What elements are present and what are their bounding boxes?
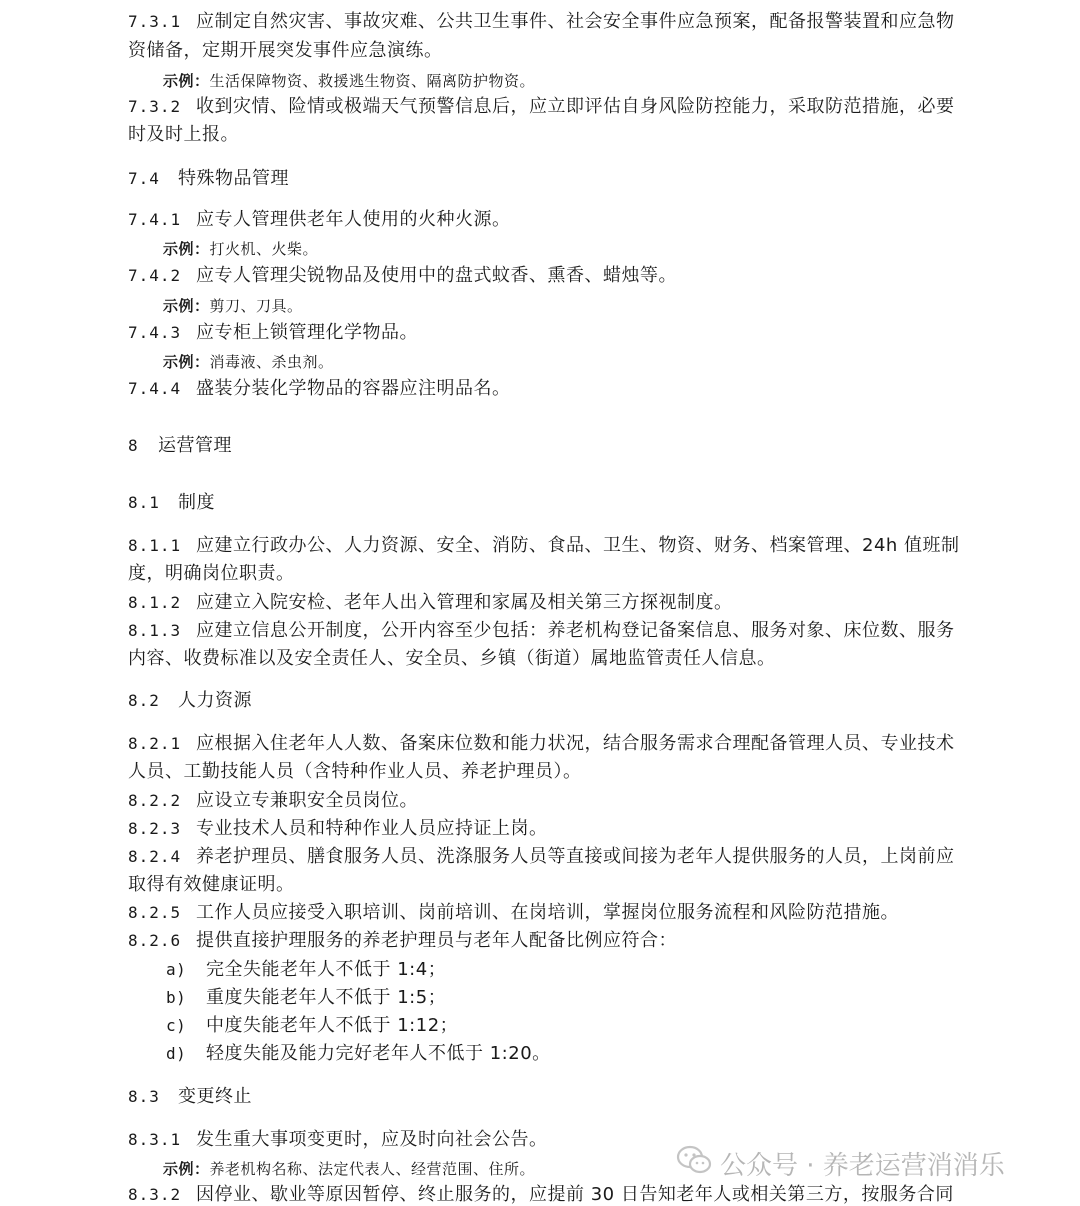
clause-8-2-1-continuation: 人员、工勤技能人员（含特种作业人员、养老护理员）。 bbox=[128, 761, 582, 782]
clause-text: 应建立入院安检、老年人出入管理和家属及相关第三方探视制度。 bbox=[196, 592, 733, 613]
clause-7-4-1 bbox=[128, 209, 511, 231]
example-text: 剪刀、刀具。 bbox=[209, 297, 303, 315]
clause-text: 因停业、歇业等原因暂停、终止服务的，应提前 30 日告知老年人或相关第三方，按服务合同 bbox=[196, 1184, 954, 1205]
clause-text: 养老护理员、膳食服务人员、洗涤服务人员等直接或间接为老年人提供服务的人员，上岗前应 bbox=[196, 846, 955, 867]
clause-number: 7.4.1 bbox=[128, 210, 182, 229]
clause-number: 7.4.3 bbox=[128, 323, 182, 342]
clause-number: 8.2.6 bbox=[128, 931, 182, 950]
example-label: 示例： bbox=[163, 353, 210, 371]
list-item-text: 轻度失能及能力完好老年人不低于 1:20。 bbox=[206, 1043, 551, 1064]
example-label: 示例： bbox=[163, 72, 210, 90]
clause-number: 7.3.1 bbox=[128, 12, 182, 31]
clause-text: 应专人管理供老年人使用的火种火源。 bbox=[196, 209, 511, 230]
clause-number: 8.1.2 bbox=[128, 593, 182, 612]
list-item-label: d) bbox=[166, 1044, 187, 1063]
clause-number: 8.2.4 bbox=[128, 847, 182, 866]
clause-number: 7.3.2 bbox=[128, 97, 182, 116]
list-item-label: b) bbox=[166, 988, 187, 1007]
example-8-3-1 bbox=[163, 1158, 535, 1180]
list-item bbox=[166, 959, 446, 981]
list-item-text: 中度失能老年人不低于 1:12； bbox=[206, 1015, 459, 1036]
clause-8-1-1-continuation: 度，明确岗位职责。 bbox=[128, 563, 295, 584]
clause-text: 应制定自然灾害、事故灾难、公共卫生事件、社会安全事件应急预案，配备报警装置和应急物 bbox=[196, 11, 955, 32]
example-label: 示例： bbox=[163, 297, 210, 315]
clause-text: 应建立信息公开制度，公开内容至少包括：养老机构登记备案信息、服务对象、床位数、服务 bbox=[196, 620, 955, 641]
section-heading-7-4 bbox=[128, 168, 289, 190]
clause-8-2-1 bbox=[128, 733, 955, 755]
clause-number: 8.2.2 bbox=[128, 791, 182, 810]
clause-number: 7.4.2 bbox=[128, 266, 182, 285]
clause-7-3-2-continuation: 时及时上报。 bbox=[128, 124, 239, 145]
list-item-text: 重度失能老年人不低于 1:5； bbox=[206, 987, 447, 1008]
section-title: 人力资源 bbox=[178, 690, 252, 711]
list-item-label: a) bbox=[166, 960, 187, 979]
example-text: 消毒液、杀虫剂。 bbox=[209, 353, 334, 371]
clause-7-3-1-continuation: 资储备，定期开展突发事件应急演练。 bbox=[128, 40, 443, 61]
example-7-4-2 bbox=[163, 295, 303, 317]
clause-8-2-2 bbox=[128, 790, 418, 812]
watermark-text: 公众号 · 养老运营消消乐 bbox=[720, 1150, 1005, 1181]
example-text: 打火机、火柴。 bbox=[209, 240, 319, 258]
list-item-text: 完全失能老年人不低于 1:4； bbox=[206, 959, 447, 980]
list-item bbox=[166, 1043, 551, 1065]
clause-text: 应根据入住老年人人数、备案床位数和能力状况，结合服务需求合理配备管理人员、专业技术 bbox=[196, 733, 955, 754]
clause-8-1-2 bbox=[128, 592, 733, 614]
clause-number: 8.2.1 bbox=[128, 734, 182, 753]
clause-text: 应建立行政办公、人力资源、安全、消防、食品、卫生、物资、财务、档案管理、24h 值班制 bbox=[196, 535, 960, 556]
clause-8-1-1 bbox=[128, 535, 960, 557]
example-7-3-1 bbox=[163, 70, 535, 92]
clause-text: 收到灾情、险情或极端天气预警信息后，应立即评估自身风险防控能力，采取防范措施，必要 bbox=[196, 96, 955, 117]
clause-text: 盛装分装化学物品的容器应注明品名。 bbox=[196, 378, 511, 399]
example-label: 示例： bbox=[163, 240, 210, 258]
clause-text: 应专人管理尖锐物品及使用中的盘式蚊香、熏香、蜡烛等。 bbox=[196, 265, 677, 286]
example-7-4-3 bbox=[163, 351, 334, 373]
section-number: 7.4 bbox=[128, 169, 160, 188]
clause-7-3-2 bbox=[128, 96, 955, 118]
clause-number: 8.3.1 bbox=[128, 1130, 182, 1149]
clause-8-3-2 bbox=[128, 1184, 954, 1206]
clause-7-4-3 bbox=[128, 322, 418, 344]
example-text: 生活保障物资、救援逃生物资、隔离防护物资。 bbox=[209, 72, 536, 90]
clause-number: 8.1.1 bbox=[128, 536, 182, 555]
section-heading-8-3 bbox=[128, 1086, 252, 1108]
clause-7-4-2 bbox=[128, 265, 677, 287]
chapter-heading-8 bbox=[128, 435, 232, 457]
clause-8-2-4 bbox=[128, 846, 955, 868]
section-number: 8.1 bbox=[128, 493, 160, 512]
list-item-label: c) bbox=[166, 1016, 187, 1035]
clause-8-2-3 bbox=[128, 818, 548, 840]
section-heading-8-2 bbox=[128, 690, 252, 712]
clause-number: 8.2.3 bbox=[128, 819, 182, 838]
clause-7-4-4 bbox=[128, 378, 511, 400]
example-label: 示例： bbox=[163, 1160, 210, 1178]
section-number: 8.2 bbox=[128, 691, 160, 710]
wechat-icon bbox=[676, 1144, 712, 1183]
example-7-4-1 bbox=[163, 238, 318, 260]
clause-number: 8.1.3 bbox=[128, 621, 182, 640]
clause-number: 8.2.5 bbox=[128, 903, 182, 922]
clause-text: 工作人员应接受入职培训、岗前培训、在岗培训，掌握岗位服务流程和风险防范措施。 bbox=[196, 902, 899, 923]
clause-text: 应设立专兼职安全员岗位。 bbox=[196, 790, 418, 811]
section-number: 8.3 bbox=[128, 1087, 160, 1106]
clause-8-1-3-continuation: 内容、收费标准以及安全责任人、安全员、乡镇（街道）属地监管责任人信息。 bbox=[128, 648, 776, 669]
section-title: 变更终止 bbox=[178, 1086, 252, 1107]
chapter-number: 8 bbox=[128, 436, 139, 455]
chapter-title: 运营管理 bbox=[158, 435, 232, 456]
clause-8-2-6 bbox=[128, 930, 677, 952]
section-heading-8-1 bbox=[128, 492, 215, 514]
clause-8-3-1 bbox=[128, 1129, 548, 1151]
clause-8-2-5 bbox=[128, 902, 899, 924]
section-title: 特殊物品管理 bbox=[178, 168, 289, 189]
clause-text: 应专柜上锁管理化学物品。 bbox=[196, 322, 418, 343]
clause-8-1-3 bbox=[128, 620, 955, 642]
section-title: 制度 bbox=[178, 492, 215, 513]
clause-number: 7.4.4 bbox=[128, 379, 182, 398]
clause-number: 8.3.2 bbox=[128, 1185, 182, 1204]
clause-text: 发生重大事项变更时，应及时向社会公告。 bbox=[196, 1129, 548, 1150]
clause-text: 提供直接护理服务的养老护理员与老年人配备比例应符合： bbox=[196, 930, 677, 951]
list-item bbox=[166, 987, 446, 1009]
list-item bbox=[166, 1015, 458, 1037]
clause-text: 专业技术人员和特种作业人员应持证上岗。 bbox=[196, 818, 548, 839]
watermark bbox=[676, 1146, 1005, 1180]
clause-7-3-1 bbox=[128, 11, 955, 33]
clause-8-2-4-continuation: 取得有效健康证明。 bbox=[128, 874, 295, 895]
example-text: 养老机构名称、法定代表人、经营范围、住所。 bbox=[209, 1160, 536, 1178]
